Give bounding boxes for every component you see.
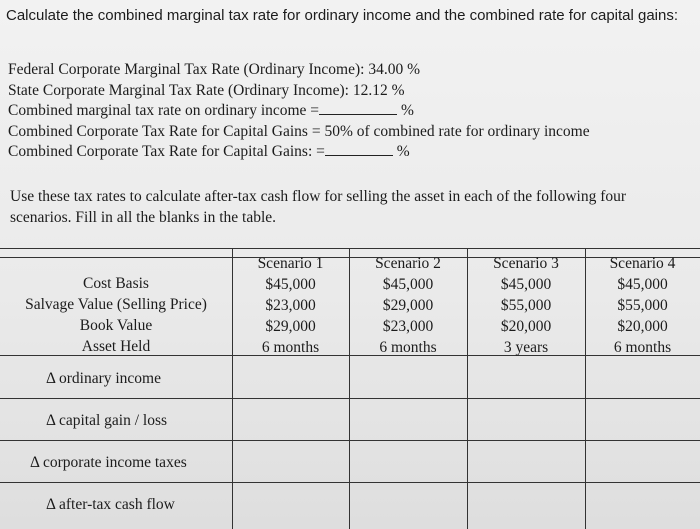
combined-ordinary-blank[interactable]: [319, 101, 397, 115]
scenario-1-cost-basis: $45,000: [265, 276, 316, 293]
scenario-3-name: Scenario 3: [493, 255, 559, 272]
federal-rate-value: 34.00 %: [368, 61, 420, 78]
capital-gains-rule-line: Combined Corporate Tax Rate for Capital Gains = 50% of combined rate for ordinary income: [8, 122, 590, 140]
combined-ordinary-line: [8, 101, 590, 122]
delta-after-tax-cash-flow-label: Δ after-tax cash flow: [46, 496, 175, 513]
scenario-3-asset-held: 3 years: [503, 339, 549, 356]
scenario-4-book-value: $20,000: [617, 318, 668, 335]
row-divider: [0, 482, 700, 483]
scenario-2-cost-basis: $45,000: [382, 276, 434, 293]
scenario-1-asset-held: 6 months: [261, 339, 320, 356]
scenario-2-salvage-value: $29,000: [382, 297, 434, 314]
scenario-1-salvage-value: $23,000: [265, 297, 316, 314]
salvage-value-label: Salvage Value (Selling Price): [25, 296, 207, 313]
scenario-2-asset-held: 6 months: [379, 339, 437, 356]
row-divider: [0, 440, 700, 441]
combined-ordinary-label: Combined marginal tax rate on ordinary income =: [8, 102, 320, 119]
state-rate-label: State Corporate Marginal Tax Rate (Ordinary Income):: [8, 81, 349, 99]
scenario-4-salvage-value: $55,000: [617, 297, 668, 314]
scenario-4-name: Scenario 4: [609, 255, 676, 272]
asset-held-label: Asset Held: [81, 338, 151, 355]
combined-ordinary-percent: %: [400, 102, 414, 119]
scenario-1-name: Scenario 1: [257, 255, 324, 272]
scenario-4-asset-held: 6 months: [613, 339, 672, 356]
instructions-text: Use these tax rates to calculate after-tax cash flow for selling the asset in each of the following four scenarios. Fill in all the blanks in the table.: [10, 188, 627, 226]
tax-rates-block: [8, 60, 590, 163]
scenario-3-cost-basis: $45,000: [500, 276, 552, 293]
capital-gains-percent: %: [396, 143, 410, 160]
capital-gains-line: [8, 142, 590, 163]
intro-text: Calculate the combined marginal tax rate for ordinary income and the combined rate for capital gains:: [6, 7, 679, 24]
delta-capital-gain-label: Δ capital gain / loss: [46, 412, 168, 429]
delta-ordinary-income-label: Δ ordinary income: [46, 370, 161, 387]
scenario-2-column: [349, 253, 467, 358]
capital-gains-label: Combined Corporate Tax Rate for Capital Gains: =: [8, 143, 325, 160]
scenario-3-column: [467, 253, 585, 358]
cost-basis-label: Cost Basis: [83, 275, 149, 292]
delta-corporate-taxes-label: Δ corporate income taxes: [30, 454, 187, 471]
scenario-4-cost-basis: $45,000: [617, 276, 668, 293]
input-labels: [0, 273, 232, 357]
scenario-3-book-value: $20,000: [500, 318, 552, 335]
scenario-1-column: [232, 253, 349, 358]
book-value-label: Book Value: [79, 317, 153, 334]
scenario-4-column: [585, 253, 700, 358]
state-rate-line: [8, 81, 590, 102]
state-rate-value: 12.12 %: [352, 81, 405, 99]
scenario-2-book-value: $23,000: [382, 318, 434, 335]
capital-gains-blank[interactable]: [325, 142, 393, 156]
federal-rate-label: Federal Corporate Marginal Tax Rate (Ordinary Income):: [8, 61, 365, 78]
federal-rate-line: [8, 60, 590, 81]
row-divider: [0, 398, 700, 399]
scenario-2-name: Scenario 2: [375, 255, 441, 272]
scenario-table: [0, 248, 700, 529]
scenario-3-salvage-value: $55,000: [500, 297, 552, 314]
scenario-1-book-value: $29,000: [265, 318, 316, 335]
